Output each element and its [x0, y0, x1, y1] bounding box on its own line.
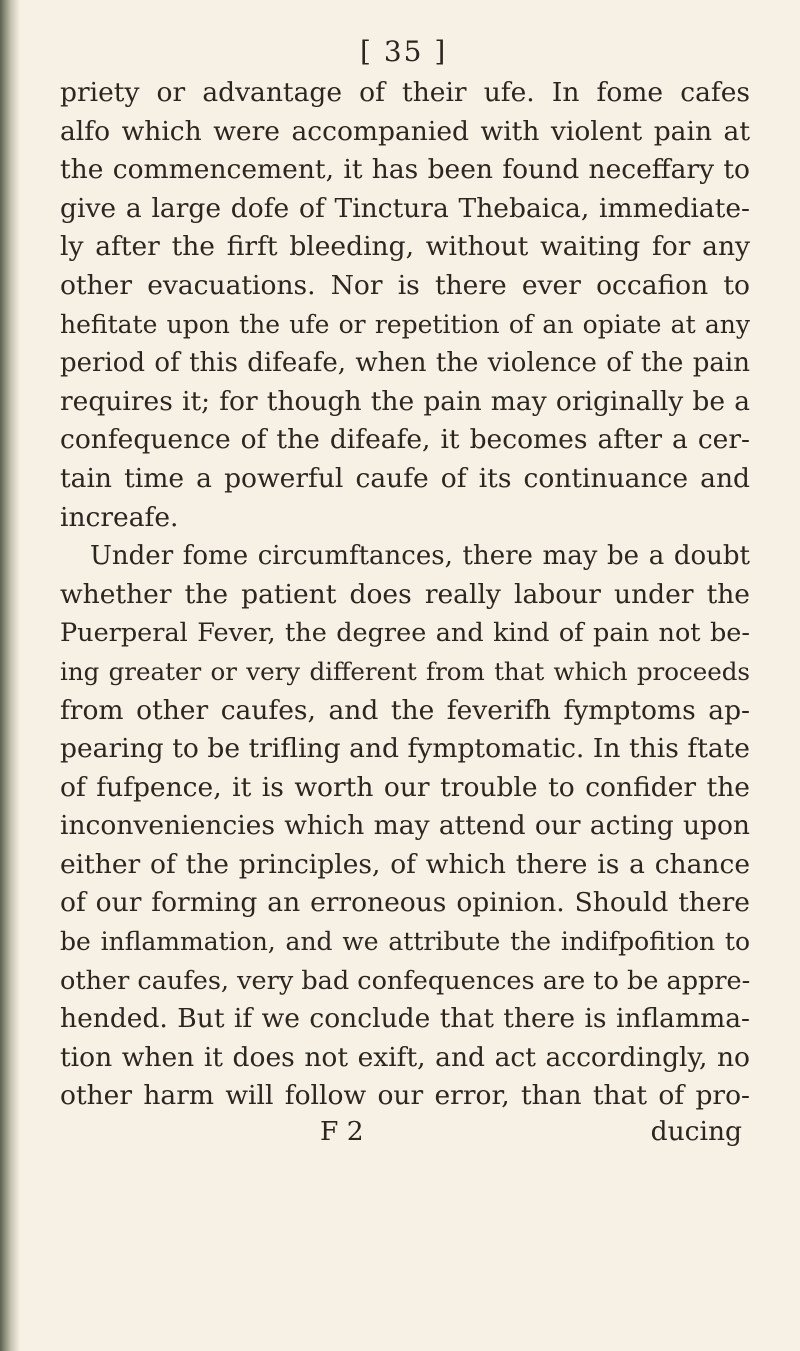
text-line: the commencement, it has been found neceffary to [60, 154, 750, 186]
binding-shadow [12, 0, 20, 1351]
text-line: hefitate upon the ufe or repetition of an opiate at any [60, 309, 750, 339]
text-line: of fufpence, it is worth our trouble to confider the [60, 771, 750, 803]
text-line: pearing to be trifling and fymptomatic. In this ftate [60, 733, 750, 765]
text-line: other caufes, very bad confequences are to be appre- [60, 965, 751, 996]
text-line: Puerperal Fever, the degree and kind of pain not be- [60, 618, 750, 649]
text-line: confequence of the difeafe, it becomes after a cer- [60, 424, 750, 456]
text-line: inconveniencies which may attend our acting upon [60, 810, 750, 842]
text-line: increafe. [60, 501, 179, 533]
text-line: ly after the firft bleeding, without waiting for any [60, 231, 750, 263]
binding-edge [0, 0, 12, 1351]
text-line: whether the patient does really labour under the [60, 578, 750, 610]
signature-mark: F 2 [320, 1116, 364, 1148]
text-line: be inflammation, and we attribute the indifpofition to [60, 927, 750, 957]
text-line: of our forming an erroneous opinion. Should there [60, 887, 750, 919]
text-line: from other caufes, and the feverifh fymptoms ap- [60, 694, 750, 726]
text-line: hended. But if we conclude that there is inflamma- [60, 1003, 750, 1035]
text-line: give a large dofe of Tinctura Thebaica, immediate- [60, 192, 750, 224]
book-page [60, 30, 750, 1155]
body-text [60, 74, 750, 1116]
text-line: other evacuations. Nor is there ever occafion to [60, 269, 750, 301]
text-line: other harm will follow our error, than that of pro- [60, 1080, 750, 1112]
text-line: Under fome circumftances, there may be a doubt [90, 541, 750, 572]
text-line: priety or advantage of their ufe. In fome cafes [60, 77, 750, 108]
text-line: alfo which were accompanied with violent pain at [60, 115, 750, 147]
text-line: tain time a powerful caufe of its continuance and [60, 462, 750, 494]
text-line: requires it; for though the pain may originally be a [60, 385, 750, 417]
page-number-header: [ 35 ] [360, 35, 448, 68]
text-line: period of this difeafe, when the violence of the pain [60, 348, 750, 379]
text-line: either of the principles, of which there is a chance [60, 848, 750, 880]
text-line: ing greater or very different from that which proceeds [60, 656, 750, 686]
page-footer [60, 1116, 750, 1155]
text-line: tion when it does not exift, and act accordingly, no [60, 1041, 750, 1073]
catchword: ducing [650, 1116, 742, 1148]
